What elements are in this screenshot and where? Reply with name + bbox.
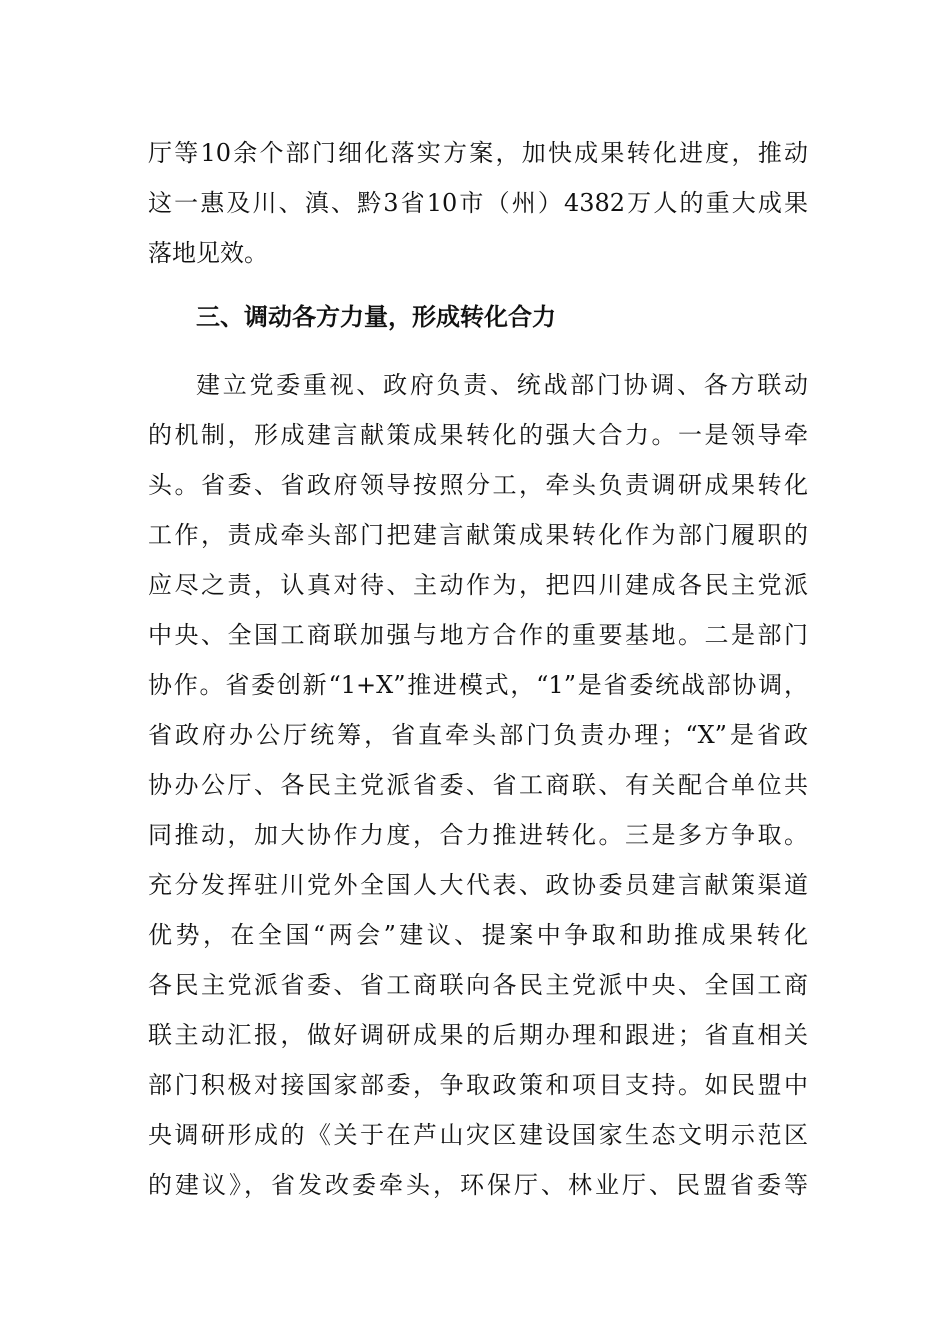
section-heading: 三、调动各方力量，形成转化合力 — [196, 303, 556, 331]
body-line-14: 联主动汇报，做好调研成果的后期办理和跟进；省直相关 — [148, 1021, 808, 1049]
body-line-15: 部门积极对接国家部委，争取政策和项目支持。如民盟中 — [148, 1071, 808, 1099]
body-line-7: 协作。省委创新“1+X”推进模式，“1”是省委统战部协调， — [148, 671, 808, 699]
body-line-9: 协办公厅、各民主党派省委、省工商联、有关配合单位共 — [148, 771, 808, 799]
body-line-17: 的建议》，省发改委牵头，环保厅、林业厅、民盟省委等 — [148, 1171, 808, 1199]
body-line-8: 省政府办公厅统筹，省直牵头部门负责办理；“X”是省政 — [148, 721, 808, 749]
body-line-11: 充分发挥驻川党外全国人大代表、政协委员建言献策渠道 — [148, 871, 808, 899]
body-line-16: 央调研形成的《关于在芦山灾区建设国家生态文明示范区 — [148, 1121, 808, 1149]
body-line-12: 优势，在全国“两会”建议、提案中争取和助推成果转化 — [148, 921, 808, 949]
body-line-10: 同推动，加大协作力度，合力推进转化。三是多方争取。 — [148, 821, 808, 849]
intro-line-1: 厅等10余个部门细化落实方案，加快成果转化进度，推动 — [148, 139, 808, 167]
body-line-2: 的机制，形成建言献策成果转化的强大合力。一是领导牵 — [148, 421, 808, 449]
body-line-13: 各民主党派省委、省工商联向各民主党派中央、全国工商 — [148, 971, 808, 999]
intro-line-3: 落地见效。 — [148, 239, 268, 267]
body-line-6: 中央、全国工商联加强与地方合作的重要基地。二是部门 — [148, 621, 808, 649]
intro-line-2: 这一惠及川、滇、黔3省10市（州）4382万人的重大成果 — [148, 189, 808, 217]
body-line-4: 工作，责成牵头部门把建言献策成果转化作为部门履职的 — [148, 521, 808, 549]
body-line-3: 头。省委、省政府领导按照分工，牵头负责调研成果转化 — [148, 471, 808, 499]
body-line-5: 应尽之责，认真对待、主动作为，把四川建成各民主党派 — [148, 571, 808, 599]
body-line-1: 建立党委重视、政府负责、统战部门协调、各方联动 — [196, 371, 808, 399]
